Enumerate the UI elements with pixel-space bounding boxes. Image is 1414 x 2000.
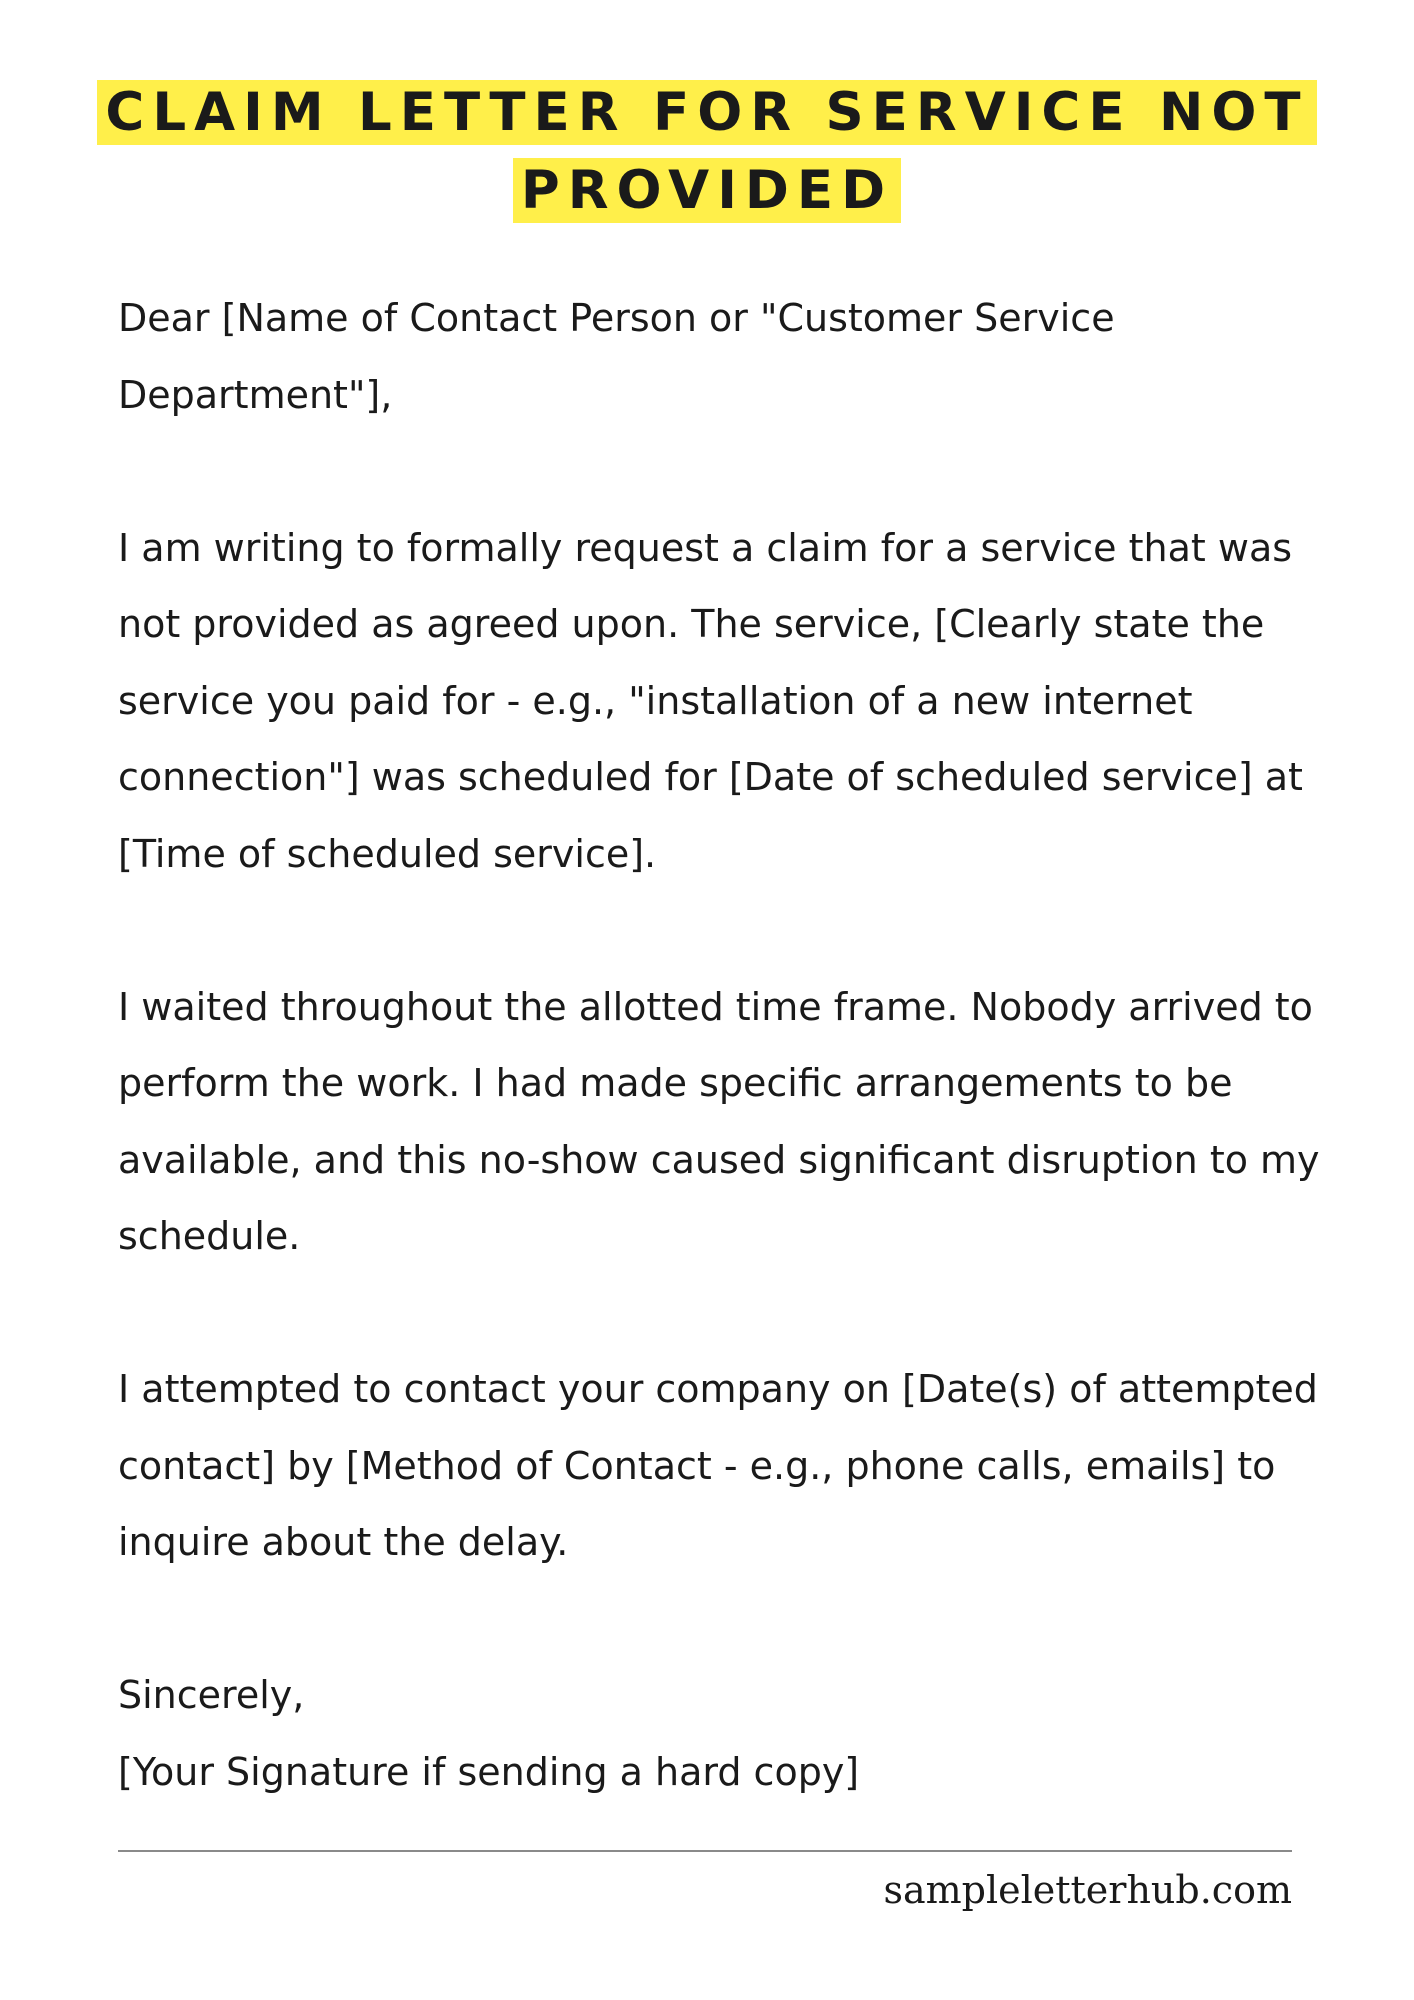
letter-title [60,74,1354,230]
paragraph-3: I attempted to contact your company on [Date(s) of attempted contact] by [Method of Contact - e.g., phone calls, emails] to inquire about the delay. [118,1367,1318,1564]
title-highlight: CLAIM LETTER FOR SERVICE NOT PROVIDED [97,80,1316,223]
footer-site: sampleletterhub.com [883,1868,1292,1912]
paragraph-2: I waited throughout the allotted time frame. Nobody arrived to perform the work. I had made specific arrangements to be available, and this no-show caused significant disruption to my schedule. [118,984,1320,1258]
footer-divider [118,1850,1292,1852]
signature-placeholder: [Your Signature if sending a hard copy] [118,1749,860,1794]
closing: Sincerely, [118,1673,305,1717]
letter-body [118,280,1348,1810]
salutation: Dear [Name of Contact Person or "Customer Service Department"], [118,296,1115,417]
paragraph-1: I am writing to formally request a claim for a service that was not provided as agreed upon. The service, [Clearly state the service you paid for - e.g., "installation of a new internet connection"] was scheduled for [Date of scheduled service] at [Time of scheduled service]. [118,525,1303,876]
